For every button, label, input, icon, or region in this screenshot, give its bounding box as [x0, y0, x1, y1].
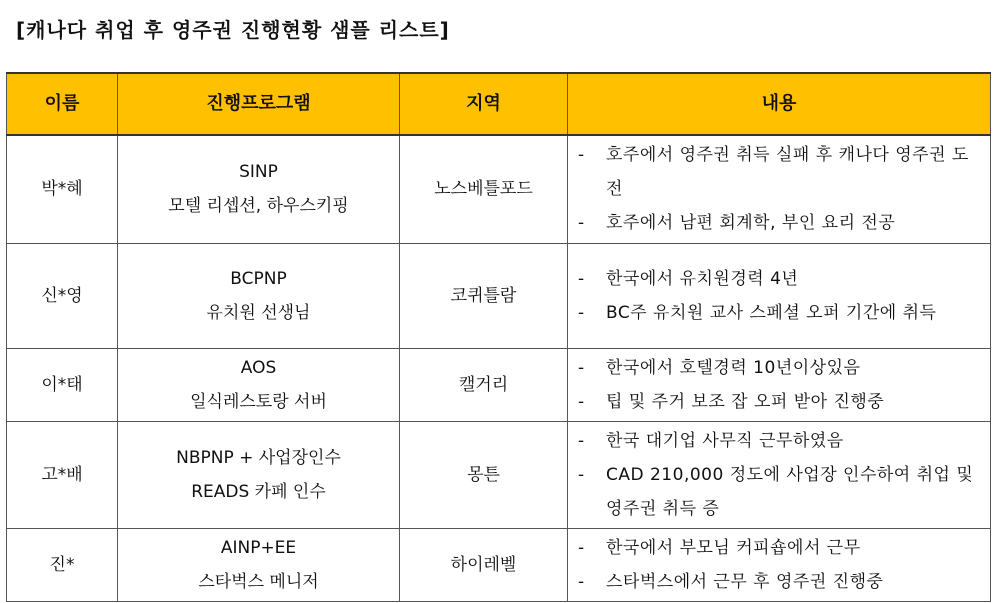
- name-cell: 신*영: [7, 243, 118, 348]
- region-cell: 노스베틀포드: [400, 135, 568, 243]
- table-header-row: [7, 73, 991, 135]
- region-cell: 몽튼: [400, 421, 568, 528]
- program-job: READS 카페 인수: [191, 481, 326, 502]
- program-name: AINP+EE: [220, 537, 297, 558]
- details-cell: [568, 528, 991, 601]
- header-region: 지역: [400, 73, 568, 135]
- table-row: [7, 243, 991, 348]
- details-cell: [568, 243, 991, 348]
- program-job: 모텔 리셉션, 하우스키핑: [168, 196, 349, 217]
- detail-item: - 한국에서 호텔경력 10년이상있음: [576, 351, 980, 385]
- header-details: 내용: [568, 73, 991, 135]
- detail-item: - 한국에서 유치원경력 4년: [576, 262, 980, 296]
- region-cell: 캘거리: [400, 348, 568, 421]
- program-job: 유치원 선생님: [206, 302, 311, 323]
- program-name: AOS: [240, 357, 277, 378]
- details-cell: [568, 348, 991, 421]
- detail-item: - 스타벅스에서 근무 후 영주권 진행중: [576, 565, 980, 599]
- detail-item: - 호주에서 영주권 취득 실패 후 캐나다 영주권 도전: [576, 138, 980, 206]
- sample-list-table: [6, 72, 991, 602]
- program-cell: [118, 243, 400, 348]
- program-name: SINP: [239, 162, 278, 183]
- region-cell: 코퀴틀람: [400, 243, 568, 348]
- detail-item: - 한국 대기업 사무직 근무하였음: [576, 424, 980, 458]
- program-name: BCPNP: [230, 268, 287, 289]
- detail-item: - 한국에서 부모님 커피숍에서 근무: [576, 531, 980, 565]
- program-job: 스타벅스 메니저: [198, 571, 319, 592]
- header-name: 이름: [7, 73, 118, 135]
- program-cell: [118, 135, 400, 243]
- region-cell: 하이레벨: [400, 528, 568, 601]
- detail-item: - CAD 210,000 정도에 사업장 인수하여 취업 및 영주권 취득 증: [576, 458, 980, 526]
- program-job: 일식레스토랑 서버: [190, 391, 327, 412]
- detail-item: - 팁 및 주거 보조 잡 오퍼 받아 진행중: [576, 385, 980, 419]
- table-row: [7, 135, 991, 243]
- name-cell: 이*태: [7, 348, 118, 421]
- program-cell: [118, 528, 400, 601]
- table-row: [7, 421, 991, 528]
- name-cell: 박*혜: [7, 135, 118, 243]
- details-cell: [568, 421, 991, 528]
- page-title: [캐나다 취업 후 영주권 진행현황 샘플 리스트]: [16, 18, 450, 42]
- table-row: [7, 528, 991, 601]
- header-program: 진행프로그램: [118, 73, 400, 135]
- details-cell: [568, 135, 991, 243]
- name-cell: 진*: [7, 528, 118, 601]
- program-cell: [118, 421, 400, 528]
- program-name: NBPNP + 사업장인수: [176, 447, 341, 468]
- table-row: [7, 348, 991, 421]
- detail-item: - BC주 유치원 교사 스페셜 오퍼 기간에 취득: [576, 296, 980, 330]
- program-cell: [118, 348, 400, 421]
- name-cell: 고*배: [7, 421, 118, 528]
- detail-item: - 호주에서 남편 회계학, 부인 요리 전공: [576, 206, 980, 240]
